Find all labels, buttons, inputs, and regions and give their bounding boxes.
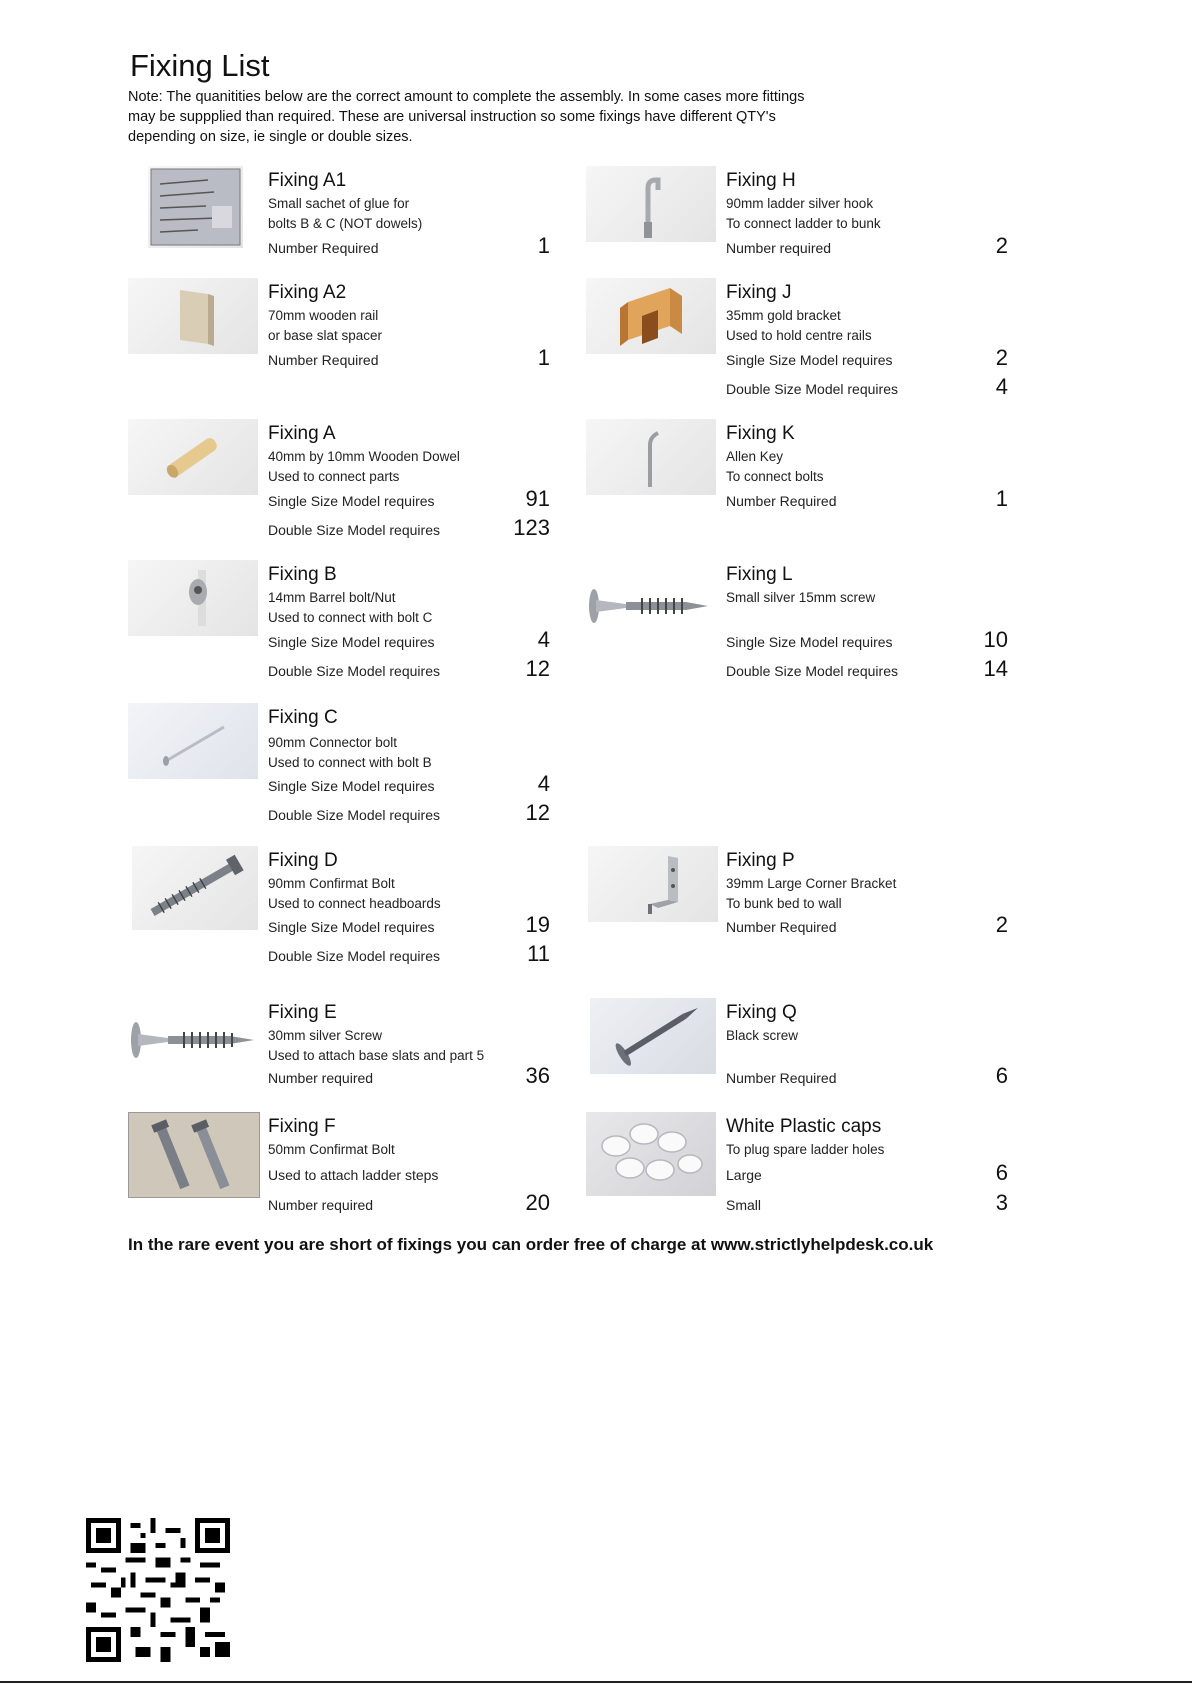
quantity-value: 2 xyxy=(995,233,1008,258)
fixing-card-d xyxy=(128,840,550,966)
fixing-desc-2: Used to connect parts xyxy=(268,469,400,484)
requirement-label: Double Size Model requires xyxy=(268,663,440,679)
fixing-card-b xyxy=(128,554,550,681)
requirement-label: Single Size Model requires xyxy=(726,352,893,368)
quantity-value: 4 xyxy=(995,374,1008,399)
fixing-desc-2: Used to attach ladder steps xyxy=(268,1167,439,1183)
fixing-name: Fixing Q xyxy=(726,1002,797,1023)
quantity-value: 19 xyxy=(525,912,550,937)
fixing-desc-2: Used to attach base slats and part 5 xyxy=(268,1048,485,1063)
fixing-desc-1: Black screw xyxy=(726,1028,799,1043)
requirement-label: Single Size Model requires xyxy=(268,919,435,935)
quantity-value: 2 xyxy=(995,912,1008,937)
fixing-desc-1: 30mm silver Screw xyxy=(268,1028,383,1043)
fixing-desc-2: Used to connect with bolt C xyxy=(268,610,433,625)
requirement-label: Single Size Model requires xyxy=(268,778,435,794)
quantity-value: 2 xyxy=(995,345,1008,370)
wooden-spacer-icon xyxy=(128,278,258,354)
fixing-name: Fixing J xyxy=(726,282,792,303)
requirement-label: Number Required xyxy=(726,919,837,935)
fixing-name: Fixing E xyxy=(268,1002,337,1023)
requirement-label: Double Size Model requires xyxy=(726,381,898,397)
fixing-desc-1: Allen Key xyxy=(726,449,784,464)
fixing-desc-1: To plug spare ladder holes xyxy=(726,1142,885,1157)
requirement-label: Number Required xyxy=(268,352,379,368)
fixing-name: Fixing D xyxy=(268,850,338,871)
fixing-desc-1: 14mm Barrel bolt/Nut xyxy=(268,590,396,605)
fixing-desc-2: bolts B & C (NOT dowels) xyxy=(268,216,423,231)
fixing-card-l xyxy=(586,554,1008,681)
barrel-nut-icon xyxy=(128,560,258,636)
requirement-label: Number required xyxy=(726,240,832,256)
page-bottom-rule xyxy=(0,1681,1192,1683)
requirement-label: Single Size Model requires xyxy=(726,634,893,650)
requirement-label: Number Required xyxy=(268,240,379,256)
fixing-desc-1: 40mm by 10mm Wooden Dowel xyxy=(268,449,460,464)
quantity-value: 6 xyxy=(995,1063,1008,1088)
fixing-name: Fixing L xyxy=(726,564,793,585)
screw-icon xyxy=(128,998,258,1074)
fixing-desc-1: Small silver 15mm screw xyxy=(726,590,876,605)
fixing-card-a2 xyxy=(128,272,548,382)
corner-bracket-icon xyxy=(588,846,718,922)
requirement-label: Single Size Model requires xyxy=(268,493,435,509)
black-screw-icon xyxy=(590,998,716,1074)
requirement-label: Number required xyxy=(268,1197,374,1213)
fixing-card-q xyxy=(586,992,1006,1102)
fixing-card-caps xyxy=(586,1106,1006,1216)
fixing-name: Fixing K xyxy=(726,423,795,444)
confirmat-bolt-icon xyxy=(132,846,258,930)
footer-order-note: In the rare event you are short of fixings you can order free of charge at www.strictlyhelpdesk.co.uk xyxy=(128,1235,934,1254)
fixing-card-p xyxy=(586,840,1006,950)
quantity-value: 12 xyxy=(525,800,550,825)
quantity-value: 1 xyxy=(537,233,550,258)
quantity-value: 10 xyxy=(983,627,1008,652)
fixing-desc-1: 90mm Confirmat Bolt xyxy=(268,876,395,891)
fixing-name: Fixing A2 xyxy=(268,282,347,303)
fixing-name: Fixing B xyxy=(268,564,337,585)
fixing-name: Fixing A xyxy=(268,423,336,444)
fixing-card-a xyxy=(128,413,550,540)
fixing-name: Fixing C xyxy=(268,707,338,728)
ladder-hook-icon xyxy=(586,166,716,242)
plastic-caps-icon xyxy=(586,1112,716,1196)
assembly-note: Note: The quanitities below are the correct amount to complete the assembly. In some cases more fittings may be suppplied than required. These are universal instruction so some fixings have different QTY's depending on size, ie single or double sizes. xyxy=(128,89,805,145)
fixing-desc-2: Used to connect headboards xyxy=(268,896,441,911)
fixing-desc-2: To bunk bed to wall xyxy=(726,896,842,911)
fixing-name: Fixing A1 xyxy=(268,170,347,191)
requirement-label: Double Size Model requires xyxy=(268,807,440,823)
gold-bracket-icon xyxy=(586,278,716,354)
fixing-desc-2: To connect ladder to bunk xyxy=(726,216,881,231)
requirement-label: Single Size Model requires xyxy=(268,634,435,650)
connector-bolt-icon xyxy=(128,703,258,779)
fixing-card-f xyxy=(128,1106,548,1216)
fixing-card-j xyxy=(586,272,1008,399)
fixing-desc-1: 70mm wooden rail xyxy=(268,308,379,323)
screw-icon xyxy=(586,576,716,636)
requirement-label: Number Required xyxy=(726,493,837,509)
page-title: Fixing List xyxy=(130,48,270,83)
quantity-value: 6 xyxy=(995,1160,1008,1185)
requirement-label: Number Required xyxy=(726,1070,837,1086)
fixing-name: Fixing H xyxy=(726,170,796,191)
requirement-label: Double Size Model requires xyxy=(268,948,440,964)
fixing-desc-2: or base slat spacer xyxy=(268,328,383,343)
allen-key-icon xyxy=(586,419,716,495)
fixing-desc-1: Small sachet of glue for xyxy=(268,196,410,211)
quantity-value: 20 xyxy=(525,1190,550,1215)
quantity-value: 3 xyxy=(995,1190,1008,1215)
fixing-name: Fixing P xyxy=(726,850,795,871)
quantity-value: 1 xyxy=(995,486,1008,511)
requirement-label: Double Size Model requires xyxy=(268,522,440,538)
quantity-value: 91 xyxy=(525,486,550,511)
fixing-desc-2: Used to connect with bolt B xyxy=(268,755,432,770)
requirement-label: Double Size Model requires xyxy=(726,663,898,679)
fixing-name: White Plastic caps xyxy=(726,1116,882,1137)
glue-sachet-icon xyxy=(148,166,243,248)
quantity-value: 14 xyxy=(983,656,1008,681)
fixing-card-h xyxy=(586,160,1006,270)
fixing-desc-1: 35mm gold bracket xyxy=(726,308,841,323)
fixing-desc-1: 39mm Large Corner Bracket xyxy=(726,876,897,891)
quantity-value: 11 xyxy=(527,941,550,966)
qr-code-icon xyxy=(86,1518,230,1662)
requirement-label: Large xyxy=(726,1167,762,1183)
fixing-card-e xyxy=(128,992,548,1102)
fixing-card-a1 xyxy=(128,160,548,270)
fixing-desc-2: To connect bolts xyxy=(726,469,824,484)
quantity-value: 12 xyxy=(525,656,550,681)
dowel-icon xyxy=(128,419,258,495)
quantity-value: 123 xyxy=(513,515,550,540)
fixing-desc-1: 90mm Connector bolt xyxy=(268,735,398,750)
fixing-card-c xyxy=(128,697,550,825)
fixing-desc-2: Used to hold centre rails xyxy=(726,328,872,343)
fixing-name: Fixing F xyxy=(268,1116,336,1137)
quantity-value: 4 xyxy=(537,627,550,652)
quantity-value: 1 xyxy=(537,345,550,370)
quantity-value: 4 xyxy=(537,771,550,796)
confirmat-bolts-icon xyxy=(128,1112,260,1198)
fixing-card-k xyxy=(586,413,1006,523)
fixing-desc-1: 90mm ladder silver hook xyxy=(726,196,874,211)
fixing-desc-1: 50mm Confirmat Bolt xyxy=(268,1142,395,1157)
requirement-label: Number required xyxy=(268,1070,374,1086)
quantity-value: 36 xyxy=(525,1063,550,1088)
requirement-label: Small xyxy=(726,1197,762,1213)
